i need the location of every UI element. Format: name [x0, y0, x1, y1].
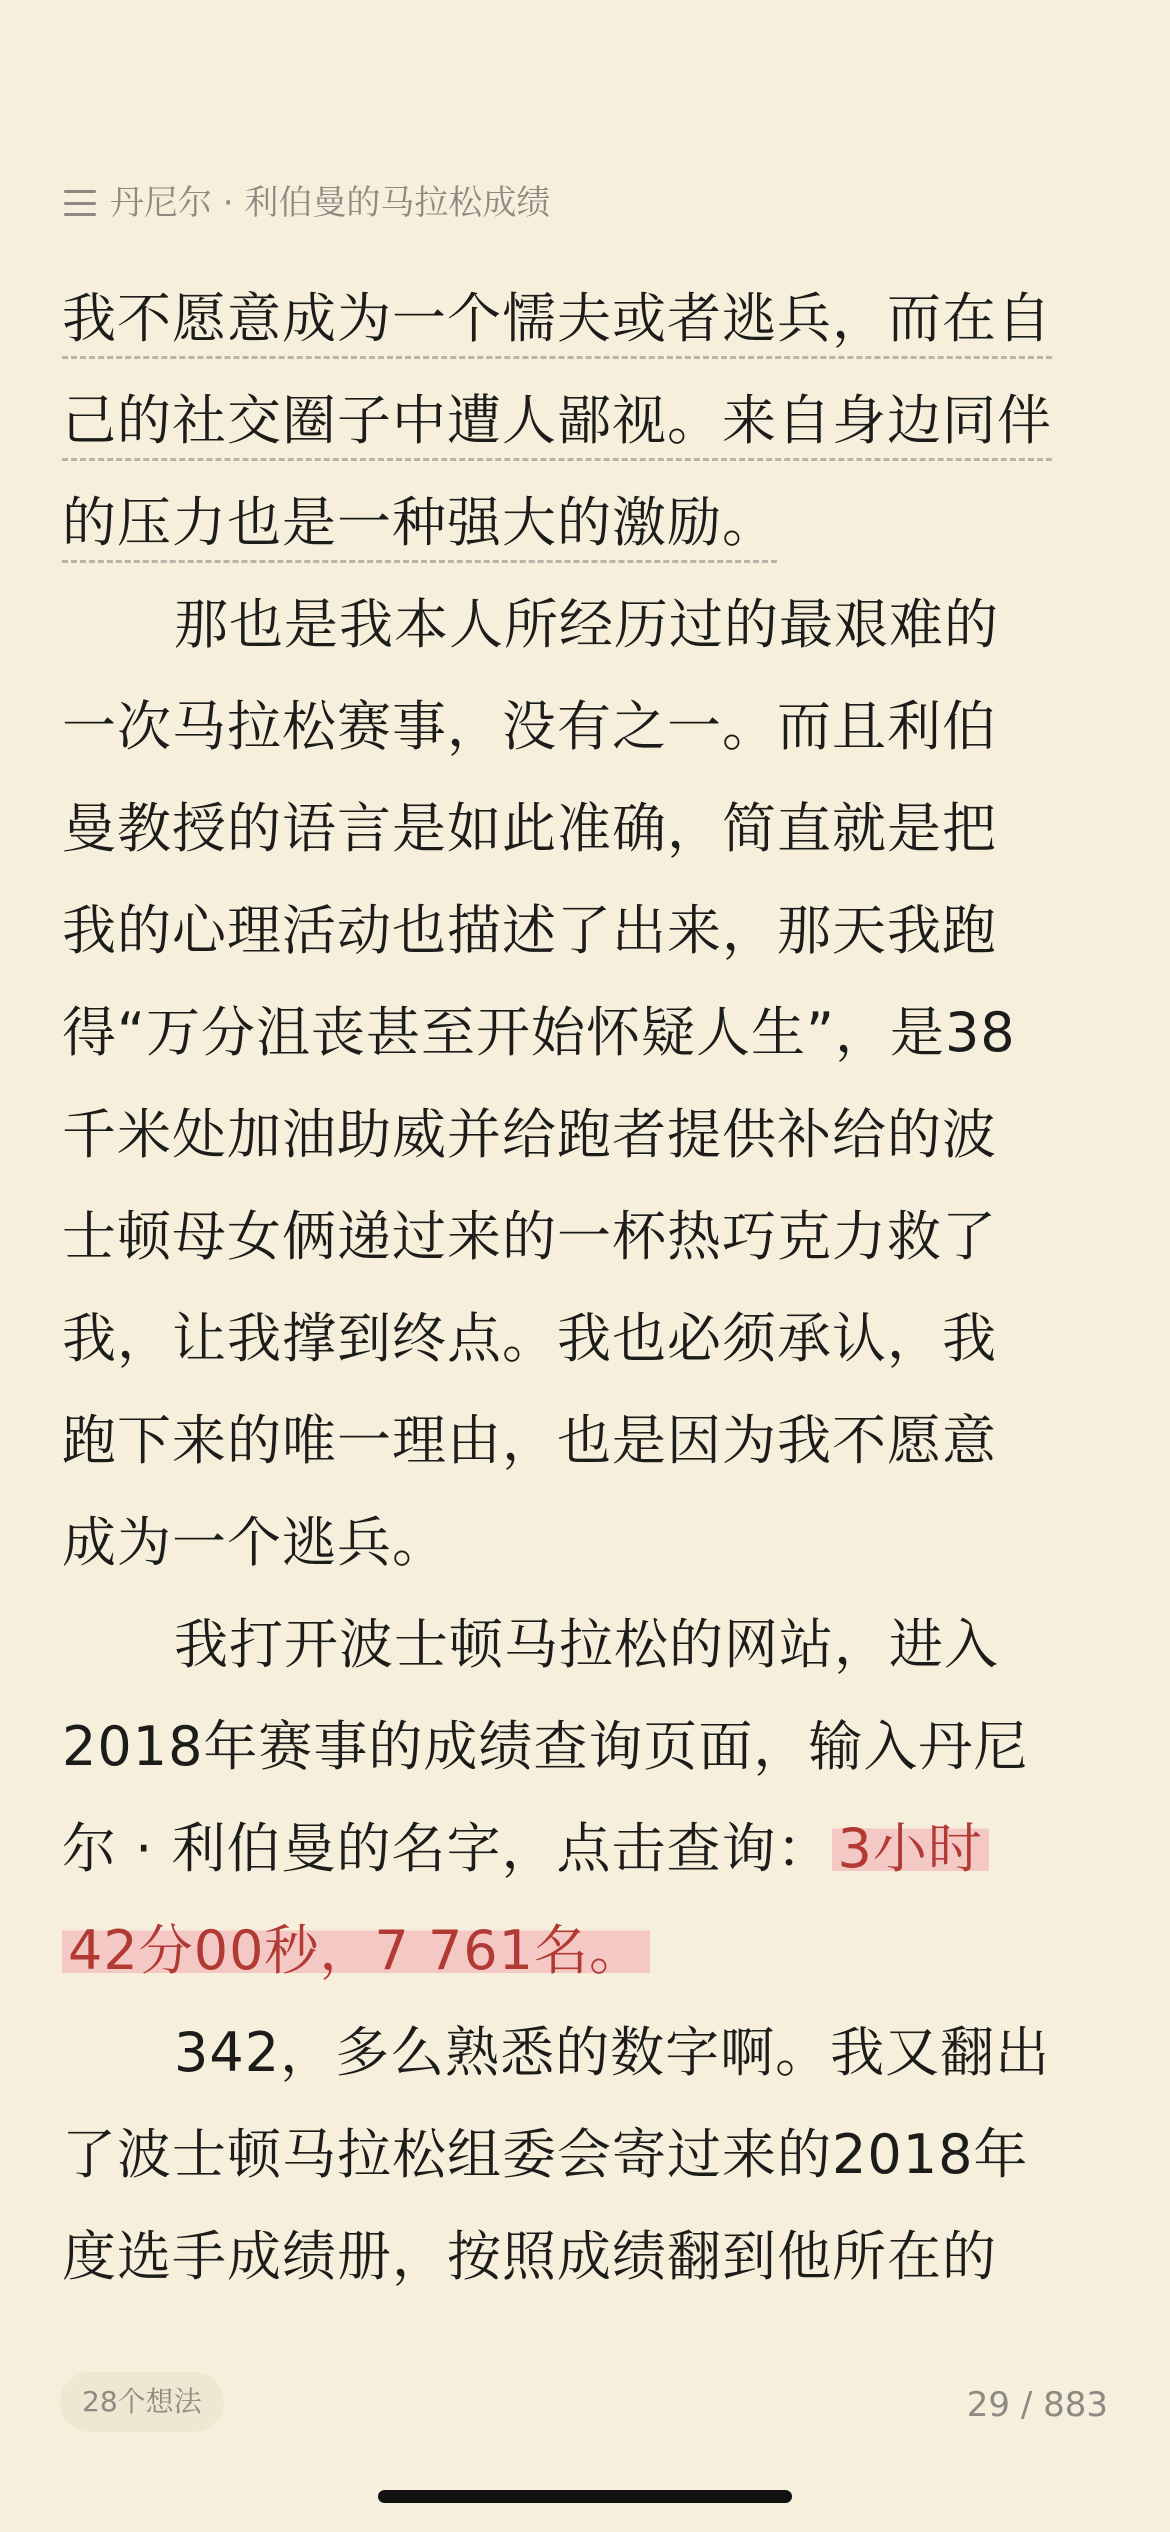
home-indicator[interactable] [378, 2490, 792, 2503]
text-line: 成为一个逃兵。 [62, 1511, 447, 1574]
paragraph-3[interactable] [62, 2002, 1108, 2308]
text-line: 得“万分沮丧甚至开始怀疑人生”，是38 [62, 1001, 1016, 1064]
text-segment: 尔 · 利伯曼的名字，点击查询： [62, 1817, 832, 1880]
text-line: 一次马拉松赛事，没有之一。而且利伯 [62, 695, 997, 758]
quote-line: 的压力也是一种强大的激励。 [62, 472, 1108, 574]
highlighted-text[interactable]: 3小时 [832, 1817, 989, 1880]
chapter-header[interactable] [64, 178, 550, 228]
text-line: 千米处加油助威并给跑者提供补给的波 [62, 1103, 997, 1166]
text-line: 那也是我本人所经历过的最艰难的 [174, 593, 999, 656]
text-line [62, 1900, 1108, 2002]
text-line: 我的心理活动也描述了出来，那天我跑 [62, 899, 997, 962]
quote-line: 我不愿意成为一个懦夫或者逃兵，而在自 [62, 268, 1108, 370]
highlighted-text[interactable]: 42分00秒，7 761名。 [62, 1919, 650, 1982]
text-line: 我打开波士顿马拉松的网站，进入 [174, 1613, 999, 1676]
chapter-title: 丹尼尔 · 利伯曼的马拉松成绩 [110, 183, 551, 223]
text-line: 度选手成绩册，按照成绩翻到他所在的 [62, 2225, 997, 2288]
thoughts-button[interactable]: 28个想法 [60, 2372, 224, 2432]
menu-icon[interactable] [64, 190, 96, 216]
text-line [62, 1798, 1108, 1900]
text-line: 士顿母女俩递过来的一杯热巧克力救了 [62, 1205, 997, 1268]
text-line: 曼教授的语言是如此准确，简直就是把 [62, 797, 997, 860]
page-indicator: 29 / 883 [966, 2385, 1108, 2425]
text-line: 我，让我撑到终点。我也必须承认，我 [62, 1307, 997, 1370]
text-line: 了波士顿马拉松组委会寄过来的2018年 [62, 2123, 1029, 2186]
underlined-quote[interactable] [62, 268, 1108, 574]
paragraph-1[interactable] [62, 574, 1108, 1594]
quote-line: 己的社交圈子中遭人鄙视。来自身边同伴 [62, 370, 1108, 472]
text-line: 跑下来的唯一理由，也是因为我不愿意 [62, 1409, 997, 1472]
text-line: 342，多么熟悉的数字啊。我又翻出 [174, 2021, 1051, 2084]
text-line: 2018年赛事的成绩查询页面，输入丹尼 [62, 1715, 1029, 1778]
paragraph-2[interactable] [62, 1594, 1108, 2002]
